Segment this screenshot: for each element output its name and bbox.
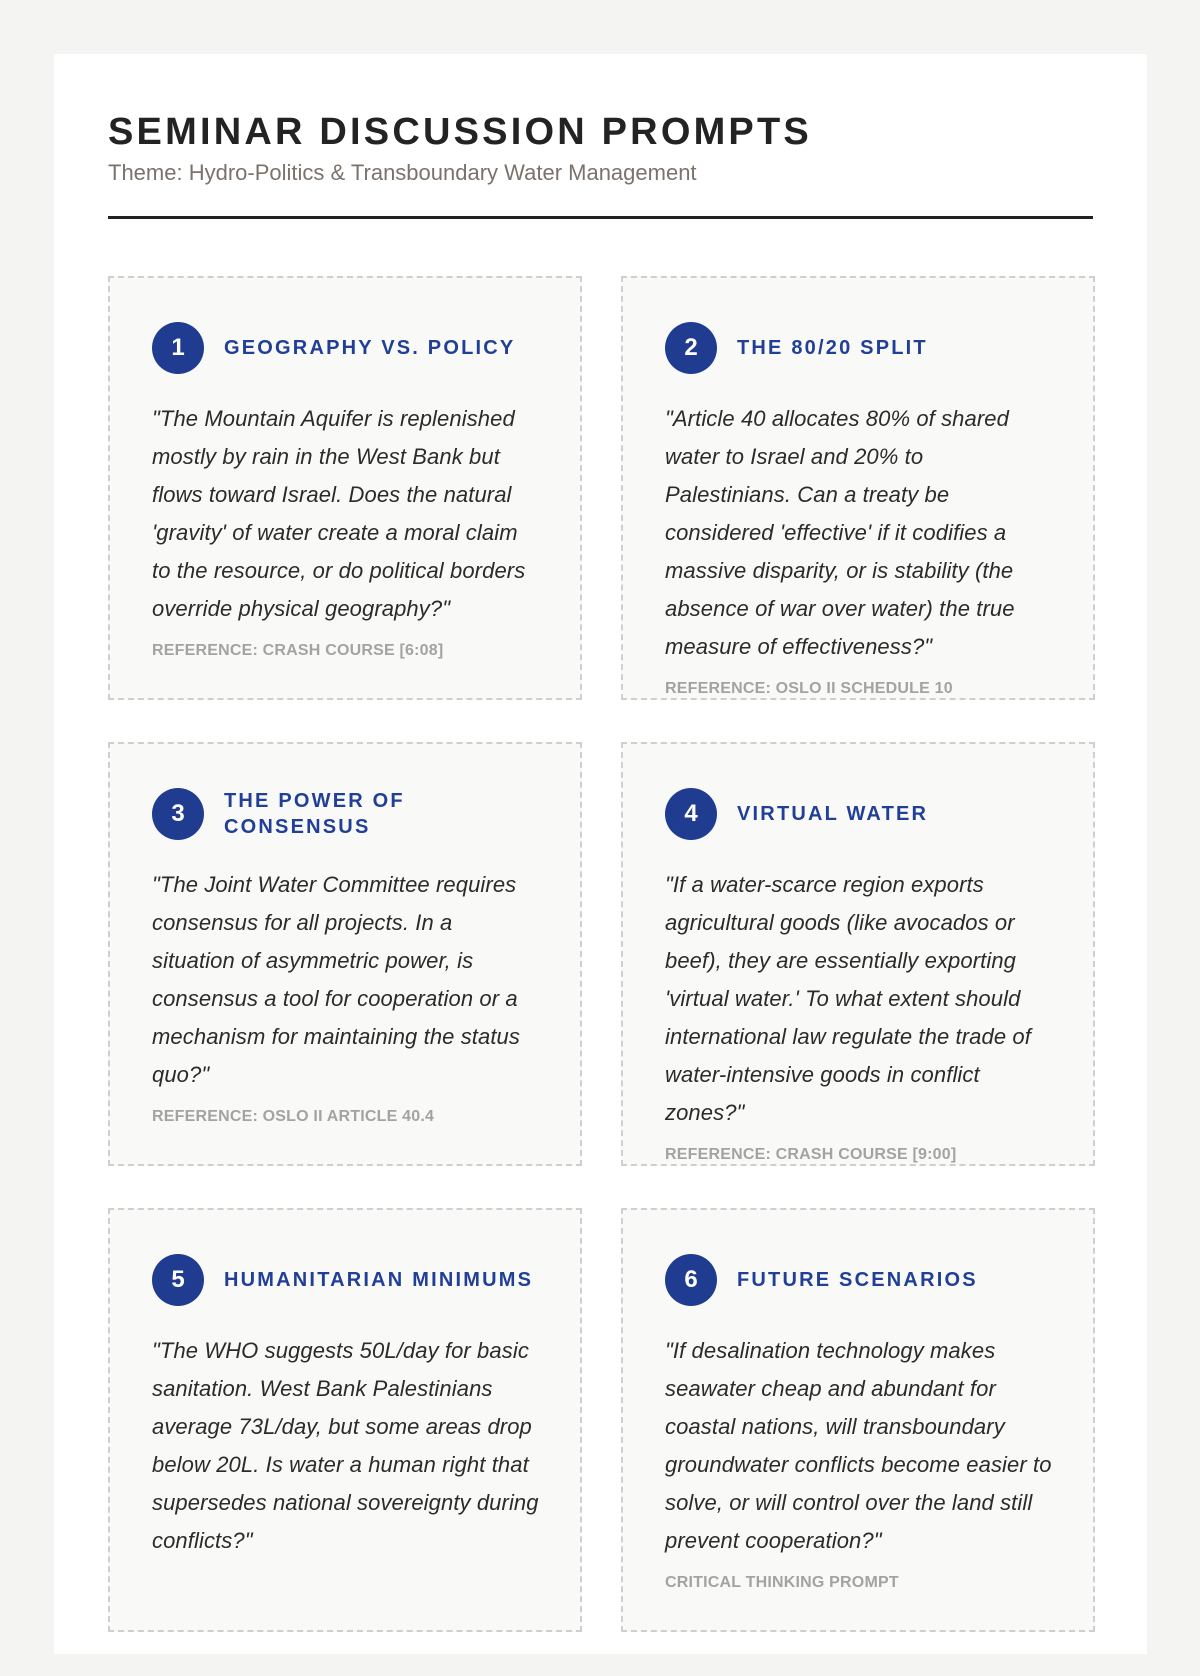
card-prompt-text: "The Joint Water Committee requires consensus for all projects. In a situation of asymmetric power, is consensus a tool for cooperation or a mechanism for maintaining the status quo?" bbox=[152, 872, 520, 1087]
card-title: HUMANITARIAN MINIMUMS bbox=[224, 1269, 534, 1291]
card-title: THE 80/20 SPLIT bbox=[737, 337, 928, 359]
card-header bbox=[152, 787, 540, 841]
number-badge: 1 bbox=[152, 322, 204, 374]
prompt-card-3 bbox=[108, 742, 582, 1166]
card-header bbox=[665, 321, 1053, 375]
card-prompt-text: "The WHO suggests 50L/day for basic sanitation. West Bank Palestinians average 73L/day, but some areas drop below 20L. Is water a human right that supersedes national sovereignty during conflicts?" bbox=[152, 1338, 539, 1553]
card-reference: CRITICAL THINKING PROMPT bbox=[665, 1574, 899, 1591]
prompt-card-6 bbox=[621, 1208, 1095, 1632]
number-badge: 2 bbox=[665, 322, 717, 374]
card-prompt-text: "If a water-scarce region exports agricultural goods (like avocados or beef), they are essentially exporting 'virtual water.' To what extent should international law regulate the trade of water-intensive goods in conflict zones?" bbox=[665, 872, 1031, 1125]
prompt-card-4 bbox=[621, 742, 1095, 1166]
card-reference: REFERENCE: CRASH COURSE [9:00] bbox=[665, 1146, 957, 1163]
card-title: VIRTUAL WATER bbox=[737, 803, 929, 825]
card-reference: REFERENCE: CRASH COURSE [6:08] bbox=[152, 642, 444, 659]
card-title: GEOGRAPHY VS. POLICY bbox=[224, 337, 516, 359]
card-title: THE POWER OF CONSENSUS bbox=[224, 790, 405, 838]
card-prompt-text: "The Mountain Aquifer is replenished mostly by rain in the West Bank but flows toward Israel. Does the natural 'gravity' of water create a moral claim to the resource, or do political borders override physical geography?" bbox=[152, 406, 526, 621]
card-prompt-text: "Article 40 allocates 80% of shared water to Israel and 20% to Palestinians. Can a treaty be considered 'effective' if it codifies a massive disparity, or is stability (the absence of war over water) the true measure of effectiveness?" bbox=[665, 406, 1015, 659]
card-reference: REFERENCE: OSLO II ARTICLE 40.4 bbox=[152, 1108, 435, 1125]
page-title: SEMINAR DISCUSSION PROMPTS bbox=[108, 111, 812, 153]
title-divider bbox=[108, 216, 1093, 219]
card-reference: REFERENCE: OSLO II SCHEDULE 10 bbox=[665, 680, 953, 697]
prompt-grid bbox=[108, 276, 1094, 1676]
number-badge: 6 bbox=[665, 1254, 717, 1306]
number-badge: 3 bbox=[152, 788, 204, 840]
number-badge: 4 bbox=[665, 788, 717, 840]
card-header bbox=[152, 1253, 540, 1307]
prompt-card-5 bbox=[108, 1208, 582, 1632]
card-header bbox=[152, 321, 540, 375]
card-title: FUTURE SCENARIOS bbox=[737, 1269, 978, 1291]
card-header bbox=[665, 787, 1053, 841]
prompt-card-1 bbox=[108, 276, 582, 700]
prompt-card-2 bbox=[621, 276, 1095, 700]
card-header bbox=[665, 1253, 1053, 1307]
page-subtitle: Theme: Hydro-Politics & Transboundary Water Management bbox=[108, 160, 697, 185]
number-badge: 5 bbox=[152, 1254, 204, 1306]
card-prompt-text: "If desalination technology makes seawater cheap and abundant for coastal nations, will transboundary groundwater conflicts become easier to solve, or will control over the land still prevent cooperation?" bbox=[665, 1338, 1052, 1553]
